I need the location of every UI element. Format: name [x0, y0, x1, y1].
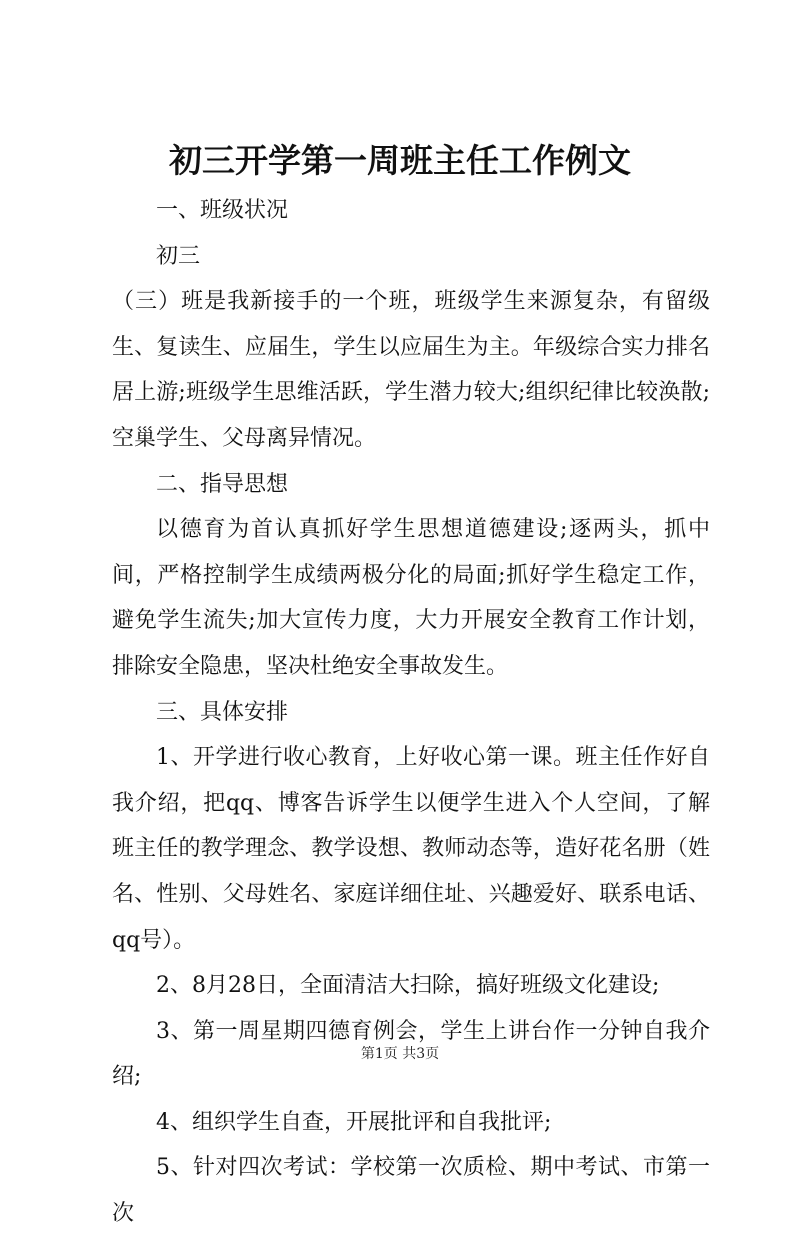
page-number-footer: 第1页 共3页 — [360, 1046, 440, 1062]
document-body — [112, 188, 710, 1237]
list-item-arrangement-4: 4、组织学生自查，开展批评和自我批评; — [156, 1109, 552, 1135]
list-item-arrangement-5: 5、针对四次考试：学校第一次质检、期中考试、市第一次 — [112, 1155, 710, 1227]
section-heading-arrangements: 三、具体安排 — [156, 699, 289, 725]
paragraph-class-description: （三）班是我新接手的一个班，班级学生来源复杂，有留级生、复读生、应届生，学生以应届生为主。年级综合实力排名居上游;班级学生思维活跃，学生潜力较大;组织纪律比较涣散;空巢学生、父母离异情况。 — [112, 289, 710, 451]
paragraph-guiding-ideology: 以德育为首认真抓好学生思想道德建设;逐两头，抓中间，严格控制学生成绩两极分化的局面;抓好学生稳定工作，避免学生流失;加大宣传力度，大力开展安全教育工作计划，排除安全隐患，坚决杜绝安全事故发生。 — [112, 517, 710, 679]
list-item-arrangement-1: 1、开学进行收心教育，上好收心第一课。班主任作好自我介绍，把qq、博客告诉学生以便学生进入个人空间，了解班主任的教学理念、教学设想、教师动态等，造好花名册（姓名、性别、父母姓名、家庭详细住址、兴趣爱好、联系电话、qq号）。 — [112, 745, 710, 953]
section-heading-guiding-ideology: 二、指导思想 — [156, 471, 289, 497]
document-title: 初三开学第一周班主任工作例文 — [169, 141, 631, 180]
list-item-arrangement-2: 2、8月28日，全面清洁大扫除，搞好班级文化建设; — [156, 973, 660, 999]
list-item-arrangement-3: 3、第一周星期四德育例会，学生上讲台作一分钟自我介绍; — [112, 1018, 710, 1090]
paragraph-grade: 初三 — [156, 243, 201, 269]
section-heading-class-status: 一、班级状况 — [156, 198, 289, 223]
